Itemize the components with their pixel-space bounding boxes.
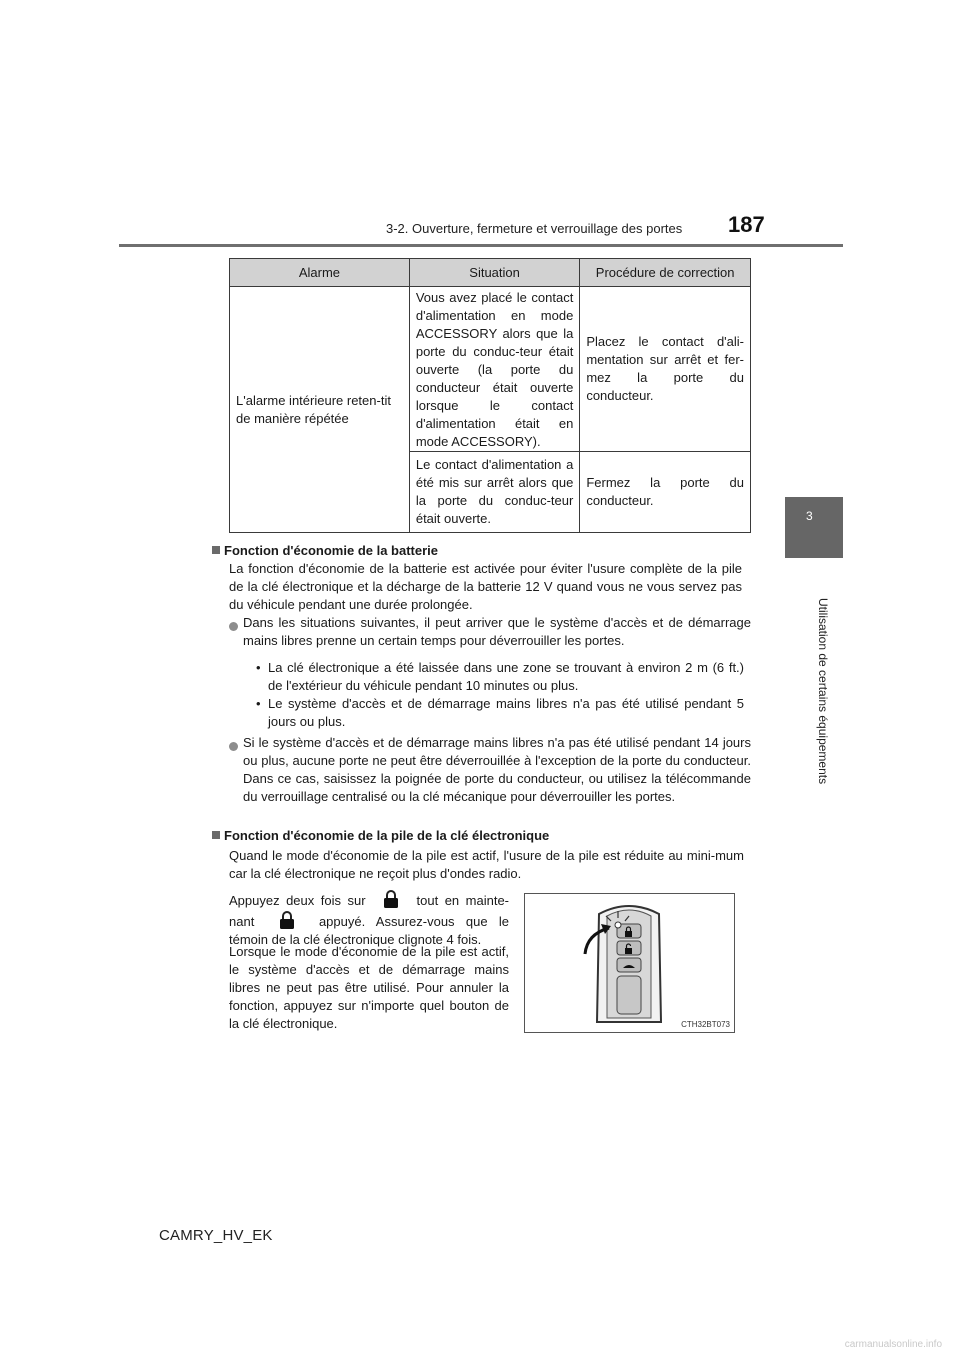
- section-title: 3-2. Ouverture, fermeture et verrouillage des portes: [386, 221, 683, 236]
- header-correction: Procédure de correction: [580, 259, 751, 287]
- model-code: CAMRY_HV_EK: [159, 1227, 273, 1244]
- table-row: [230, 287, 751, 452]
- key-battery-saver-note: Lorsque le mode d'économie de la pile est actif, le système d'accès et de démarrage mains libres ne peut pas être utilisé. Pour annuler la fonction, appuyez sur n'importe quel bouton de la clé électronique.: [229, 944, 509, 1031]
- key-battery-saver-intro: Quand le mode d'économie de la pile est actif, l'usure de la pile est réduite au mini-mum car la clé électronique ne reçoit plus d'ondes radio.: [229, 848, 744, 881]
- header-alarm: Alarme: [230, 259, 410, 287]
- header-situation: Situation: [409, 259, 579, 287]
- battery-saver-sub-2: Le système d'accès et de démarrage mains libres n'a pas été utilisé pendant 5 jours ou plus.: [268, 696, 744, 729]
- battery-saver-title: Fonction d'économie de la batterie: [224, 543, 439, 558]
- page-number: 187: [728, 212, 765, 237]
- header-rule: [119, 244, 843, 247]
- key-battery-saver-instructions: Appuyez deux fois sur tout en mainte-nant appuyé. Assurez-vous que le témoin de la clé électronique clignote 4 fois.: [229, 889, 509, 949]
- table-header-row: [230, 259, 751, 287]
- battery-saver-sub-1: La clé électronique a été laissée dans une zone se trouvant à environ 2 m (6 ft.) de l'extérieur du véhicule pendant 10 minutes ou plus.: [268, 660, 744, 693]
- alarm-table: [229, 258, 751, 533]
- situation-cell: Vous avez placé le contact d'alimentation en mode ACCESSORY alors que la porte du conduc-teur était ouverte (la porte du conducteur était ouverte lorsque le contact d'alimentation était en mode ACCESSORY).: [409, 287, 579, 452]
- battery-saver-heading: [212, 542, 438, 560]
- lock-button-icon: [382, 889, 400, 909]
- electronic-key-illustration: [525, 894, 734, 1032]
- round-bullet-icon: [229, 738, 238, 756]
- lock-button-icon: [278, 910, 296, 930]
- dot-icon: •: [256, 696, 261, 711]
- chapter-title-vertical: Utilisation de certains équipements: [816, 598, 830, 785]
- chapter-number: 3: [806, 509, 813, 523]
- key-battery-saver-title: Fonction d'économie de la pile de la clé électronique: [224, 828, 550, 843]
- key-battery-saver-heading: [212, 827, 549, 845]
- dot-icon: •: [256, 660, 261, 675]
- square-bullet-icon: [212, 831, 220, 839]
- key-fob-figure: [524, 893, 735, 1033]
- watermark: carmanualsonline.info: [844, 1339, 942, 1350]
- correction-cell: Fermez la porte du conducteur.: [580, 452, 751, 533]
- correction-cell: Placez le contact d'ali-mentation sur arrêt et fer-mez la porte du conducteur.: [580, 287, 751, 452]
- alarm-cell: L'alarme intérieure reten-tit de manière répétée: [230, 287, 410, 533]
- round-bullet-icon: [229, 618, 238, 636]
- chapter-tab: [785, 497, 843, 558]
- battery-saver-intro: La fonction d'économie de la batterie est activée pour éviter l'usure complète de la pile de la clé électronique et la décharge de la batterie 12 V quand vous ne vous servez pas du véhicule pendant une durée prolongée.: [229, 561, 742, 612]
- figure-caption: CTH32BT073: [681, 1020, 730, 1029]
- square-bullet-icon: [212, 546, 220, 554]
- battery-saver-bullet-1: Dans les situations suivantes, il peut arriver que le système d'accès et de démarrage mains libres prenne un certain temps pour déverrouiller les portes.: [243, 615, 751, 648]
- battery-saver-bullet-2: Si le système d'accès et de démarrage mains libres n'a pas été utilisé pendant 14 jours ou plus, aucune porte ne peut être déverrouillée à l'exception de la porte du conducteur. Dans ce cas, saisissez la poignée de porte du conducteur, ou utilisez la télécommande du verrouillage centralisé ou la clé mécanique pour déverrouiller les portes.: [243, 735, 751, 804]
- situation-cell: Le contact d'alimentation a été mis sur arrêt alors que la porte du conduc-teur était ouverte.: [409, 452, 579, 533]
